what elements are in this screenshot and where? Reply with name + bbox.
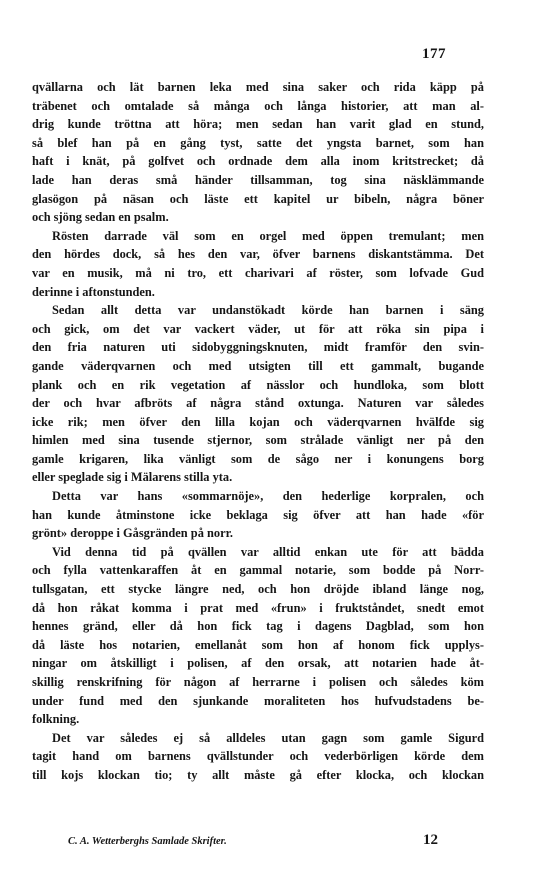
text-line: haft i knät, på golfvet och ordnade dem alla inom kritstrecket; då — [32, 154, 484, 169]
text-line: då läste hos notarien, emellanåt som hon af honom fick upplys- — [32, 637, 484, 652]
text-line: då hon råkat komma i prat med «frun» i fruktståndet, snedt emot — [32, 600, 484, 615]
text-line: lade han deras små händer tillsamman, tog sina näsklämmande — [32, 172, 484, 187]
text-line: den fria naturen uti sidobyggningsknuten, midt framför den svin- — [32, 340, 484, 355]
text-line: Sedan allt detta var undanstökadt körde han barnen i säng — [52, 303, 484, 318]
text-line: tagit hand om barnens qvällstunder och vederbörligen körde dem — [32, 749, 484, 764]
text-line: hennes gränd, eller då hon fick tag i dagens Dagblad, som hon — [32, 619, 484, 634]
text-line: under fund med den sjunkande moraliteten hos hufvudstadens be- — [32, 693, 484, 708]
text-line: och fylla vattenkaraffen åt en gammal notarie, som bodde på Norr- — [32, 563, 484, 578]
text-line: folkning. — [32, 712, 80, 727]
body-text — [32, 78, 484, 785]
text-line: Rösten darrade väl som en orgel med öppen tremulant; men — [52, 228, 484, 243]
text-line: den hördes dock, så hes den var, öfver barnens diskantstämma. Det — [32, 247, 484, 262]
text-line: var en musik, må ni tro, ett charivari af röster, som lofvade Gud — [32, 265, 484, 280]
printer-signature: C. A. Wetterberghs Samlade Skrifter. — [68, 836, 227, 847]
page-number: 177 — [422, 46, 446, 62]
text-line: glasögon på näsan och läste ett kapitel ur bibeln, några böner — [32, 191, 484, 206]
text-line: qvällarna och lät barnen leka med sina saker och rida käpp på — [32, 80, 484, 94]
text-line: så blef han på en gång tyst, satte det yngsta barnet, som han — [32, 135, 484, 150]
text-line: drig kunde tröttna att höra; men sedan han varit glad en stund, — [32, 117, 484, 132]
text-line: gande väderqvarnen och med utsigten till ett gammalt, bugande — [32, 358, 484, 373]
text-line: eller speglade sig i Mälarens stilla yta. — [32, 470, 233, 485]
text-line: der och hvar afbröts af några stånd oxtunga. Naturen var således — [32, 396, 484, 411]
text-line: gamle krigaren, lika vänligt som de sågo ner i konungens borg — [32, 451, 484, 466]
text-line: skillig renskrifning för någon af herrarne i polisen och således köm — [32, 675, 484, 689]
text-line: ningar om åtskilligt i polisen, af den orsak, att notarien hade åt- — [32, 656, 484, 671]
text-line: himlen med sina tusende stjernor, som strålade vänligt ner på den — [32, 433, 484, 448]
text-line: han kunde åtminstone icke beklaga sig öfver att han hade «för — [32, 507, 484, 522]
signature-number: 12 — [423, 832, 438, 848]
text-line: derinne i aftonstunden. — [32, 284, 155, 299]
text-line: och gick, om det var vackert väder, ut för att röka sin pipa i — [32, 321, 484, 336]
text-line: Det var således ej så alldeles utan gagn som gamle Sigurd — [52, 730, 484, 745]
text-line: och sjöng sedan en psalm. — [32, 210, 169, 225]
text-line: icke rik; men öfver den lilla kojan och väderqvarnen hvälfde sig — [32, 414, 484, 429]
text-line: Vid denna tid på qvällen var alltid enkan ute för att bädda — [52, 544, 484, 559]
text-line: plank och en rik vegetation af nässlor och hundloka, som blott — [32, 377, 484, 392]
text-line: träbenet och omtalade så många och långa historier, att man al- — [32, 98, 484, 113]
text-line: grönt» deroppe i Gåsgränden på norr. — [32, 526, 234, 541]
text-line: tullsgatan, ett stycke längre ned, och hon dröjde ibland länge nog, — [32, 582, 484, 597]
text-line: Detta var hans «sommarnöje», den hederlige korpralen, och — [52, 489, 484, 504]
text-line: till kojs klockan tio; ty allt måste gå efter klocka, och klockan — [32, 767, 484, 782]
